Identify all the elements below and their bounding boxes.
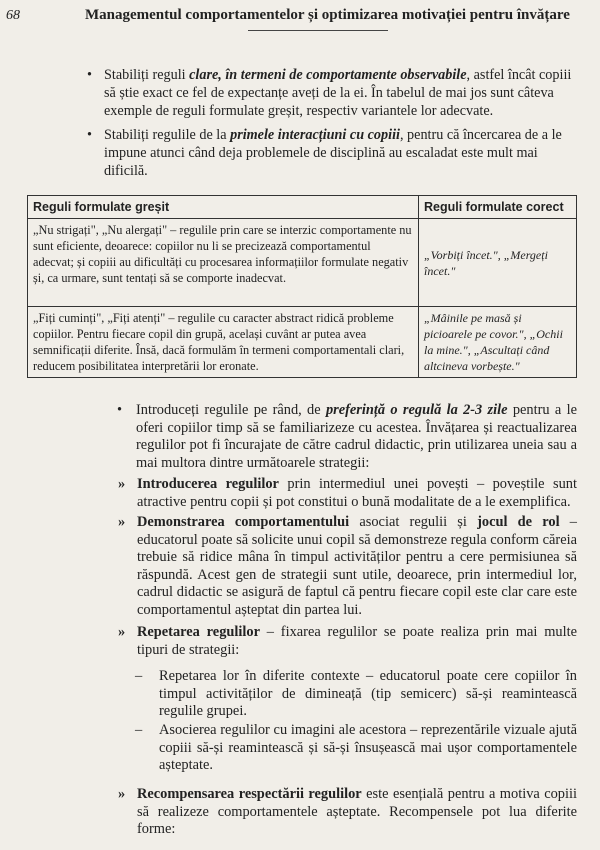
header-wrong-rules: Reguli formulate greșit	[28, 196, 419, 219]
bullet-text: Introduceți regulile pe rând, de	[136, 402, 326, 418]
strategy-marker: »	[118, 786, 126, 802]
bullet-introduce-rules	[117, 402, 577, 472]
strategy-marker: »	[118, 476, 126, 492]
repetition-text: Asocierea regulilor cu imagini ale acestora – reprezentările vizuale ajută copiii să-și reamintească și să-și însușească mai ușor comportamentele așteptate.	[159, 722, 577, 774]
bullet-emphasis: clare, în termeni de comportamente observabile	[189, 67, 467, 83]
repetition-item-contexts	[135, 668, 577, 721]
bullet-dot: •	[87, 127, 92, 143]
repetition-text: Repetarea lor în diferite contexte – educatorul poate cere copiilor în timpul activităților de dimineață (tip semicerc) să-și reamintească regulile grupei.	[159, 668, 577, 720]
correct-rule-cell: „Mâinile pe masă și picioarele pe covor.", „Ochii la mine.", „Ascultați când altcineva vorbește."	[419, 307, 577, 378]
page-number: 68	[6, 8, 20, 23]
bullet-text: , astfel încât copiii să știe exact ce fel de expectanțe aveți de la ei. În tabelul de mai jos sunt câteva exemple de reguli formulate greșit, respectiv variantele lor adecvate.	[104, 67, 572, 119]
strategy-title: Demonstrarea comportamentului	[137, 514, 350, 530]
strategy-title: jocul de rol	[477, 514, 560, 530]
wrong-rule-cell: „Nu strigați", „Nu alergați" – regulile prin care se interzic comportamente nu sunt eficiente, deoarece: copiilor nu li se precizează comportamentul adecvat; și copiii au dificultăți cu procesarea informațiilor formulate negativ și, ca urmare, sunt tentați să se comporte inadecvat.	[28, 219, 419, 307]
bullet-emphasis: preferință o regulă la 2-3 zile	[325, 402, 508, 418]
strategy-marker: »	[118, 624, 126, 640]
table-row	[28, 219, 577, 307]
rules-table	[27, 195, 577, 378]
header-correct-rules: Reguli formulate corect	[419, 196, 577, 219]
strategy-story	[118, 476, 577, 511]
bullet-dot: •	[117, 402, 123, 418]
table-row	[28, 307, 577, 378]
bullet-text: pentru a le oferi copiilor timp să se familiarizeze cu acestea. Învățarea și reactualizarea regulilor pot fi încurajate de către cadrul didactic, prin utilizarea uneia sau a mai multora dintre următoarele strategii:	[136, 402, 577, 471]
dash-marker: –	[135, 722, 143, 738]
strategy-text: este esențială pentru a motiva copiii să realizeze comportamentele așteptate. Recompensele pot lua diferite forme:	[137, 786, 577, 838]
header-rule	[248, 30, 388, 31]
strategy-text: asociat regulii și	[349, 514, 478, 530]
table-header-row	[28, 196, 577, 219]
bullet-text: Stabiliți regulile de la	[104, 127, 231, 143]
strategy-marker: »	[118, 514, 126, 530]
strategy-repetition	[118, 624, 577, 659]
repetition-item-images	[135, 722, 577, 775]
strategy-reward	[118, 786, 577, 839]
strategy-title: Recompensarea respectării regulilor	[137, 786, 362, 802]
strategy-text: prin intermediul unei povești – poveștile sunt atractive pentru copii și pot constitui o bună modalitate de a le exemplifica.	[137, 476, 577, 510]
strategy-title: Introducerea regulilor	[137, 476, 279, 492]
running-title: Managementul comportamentelor și optimizarea motivației pentru învățare	[85, 7, 570, 23]
bullet-clear-rules	[87, 66, 577, 120]
bullet-emphasis: primele interacțiuni cu copiii	[230, 127, 400, 143]
dash-marker: –	[135, 668, 143, 684]
correct-rule-cell: „Vorbiți încet.", „Mergeți încet."	[419, 219, 577, 307]
bullet-text: , pentru că încercarea de a le impune atunci când deja problemele de disciplină au escaladat este mult mai dificilă.	[104, 127, 562, 179]
strategy-demonstration	[118, 514, 577, 620]
wrong-rule-cell: „Fiți cuminți", „Fiți atenți" – regulile cu caracter abstract ridică probleme copiilor. Pentru fiecare copil din grupă, același cuvânt ar putea avea semnificații diferite. Însă, dacă formulăm în termeni comportamentali clari, reducem posibilitatea interpretării lor eronate.	[28, 307, 419, 378]
bullet-text: Stabiliți reguli	[104, 67, 190, 83]
strategy-text: – educatorul poate să solicite unui copil să demonstreze regula conform căreia trebuie să ridice mâna în timpul activităților pentru a cere permisiunea să răspundă. Acest gen de strategii sunt utile, deoarece, prin intermediul lor, cadrul didactic se asigură de faptul că pentru fiecare copil este clar care este comportamentul așteptat din partea lui.	[137, 514, 577, 618]
bullet-first-interactions	[87, 126, 577, 180]
bullet-dot: •	[87, 67, 92, 83]
strategy-text: – fixarea regulilor se poate realiza prin mai multe tipuri de strategii:	[137, 624, 577, 658]
strategy-title: Repetarea regulilor	[137, 624, 260, 640]
